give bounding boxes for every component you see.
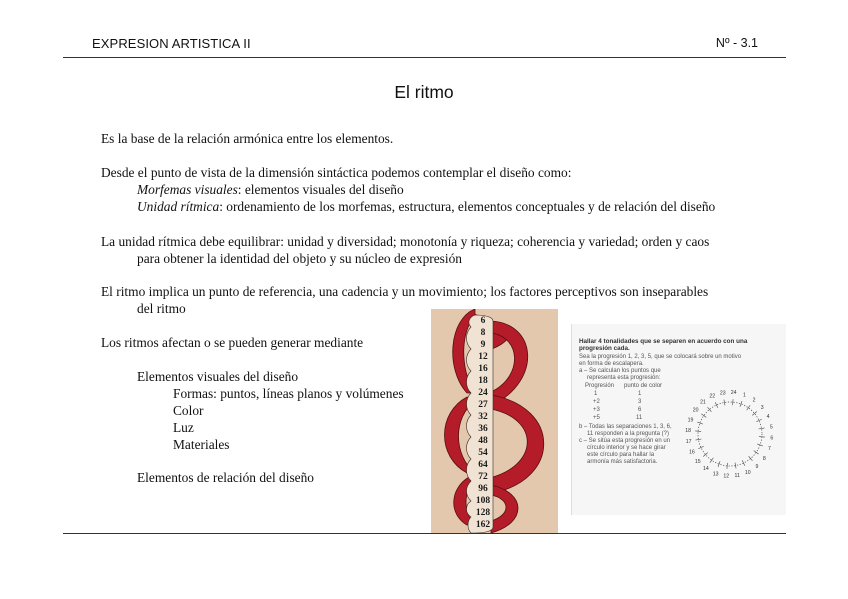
paragraph-base: Es la base de la relación armónica entre los elementos. [101, 131, 394, 146]
circle-tick [754, 451, 759, 454]
circle-number: 3 [760, 404, 764, 411]
rhythm-number: 162 [475, 520, 491, 530]
circle-number: 14 [702, 466, 709, 473]
circle-tick [759, 437, 765, 438]
circle-number: 19 [687, 417, 694, 424]
table-cell: +5 [593, 415, 600, 421]
unidad-term: Unidad rítmica [137, 199, 220, 214]
figure-note: este círculo para hallar la [587, 452, 655, 458]
circle-number: 13 [712, 471, 719, 478]
figure-note: armonía más satisfactoria. [587, 459, 658, 465]
course-title: EXPRESION ARTISTICA II [92, 36, 251, 51]
rhythm-number: 128 [475, 508, 491, 518]
page-number: Nº - 3.1 [715, 36, 758, 50]
rhythm-number: 32 [478, 412, 488, 422]
table-cell: 3 [638, 399, 642, 405]
list-heading-relation: Elementos de relación del diseño [137, 470, 314, 485]
rhythm-figure [431, 309, 558, 534]
unidad-line [137, 198, 715, 215]
circle-tick [747, 405, 750, 410]
table-cell: +2 [593, 399, 600, 405]
header-divider [63, 57, 786, 58]
list-item: Formas: puntos, líneas planos y volúmenes [173, 386, 404, 401]
page-title: El ritmo [394, 82, 454, 102]
figure-line: representa esta progresión: [587, 375, 661, 381]
paragraph-syntactic: Desde el punto de vista de la dimensión sintáctica podemos contemplar el diseño como: [101, 165, 572, 180]
table-header: Progresión [585, 383, 615, 389]
circle-number: 11 [734, 473, 740, 480]
circle-number: 8 [762, 455, 766, 462]
circle-tick [701, 414, 706, 417]
figure-heading: progresión cada. [579, 345, 630, 352]
circle-tick [733, 399, 734, 405]
rhythm-number: 18 [478, 376, 488, 386]
rhythm-number: 108 [475, 496, 491, 506]
figure-note: c – Se sitúa esta progresión en un [579, 438, 671, 444]
circle-number: 20 [692, 407, 699, 414]
circle-tick [710, 458, 713, 463]
table-cell: 1 [638, 391, 642, 397]
circle-number: 15 [694, 458, 701, 465]
paragraph-rhythms: Los ritmos afectan o se pueden generar mediante [101, 335, 364, 350]
paragraph-reference-1: El ritmo implica un punto de referencia, una cadencia y un movimiento; los factores perceptivos son inseparables [101, 284, 709, 299]
circle-number: 7 [768, 446, 771, 453]
table-header: punto de color [624, 383, 663, 389]
circle-number: 16 [689, 449, 695, 456]
circle-tick [752, 412, 757, 416]
circle-number: 5 [769, 424, 773, 431]
circle-number: 2 [752, 397, 756, 404]
figure-line: Sea la progresión 1, 2, 3, 5, que se colocará sobre un motivo [579, 354, 742, 360]
circle-number: 22 [709, 393, 716, 400]
circle-number: 24 [730, 389, 737, 396]
morfemas-line [137, 181, 404, 198]
rhythm-number: 27 [478, 400, 488, 410]
figure-heading: Hallar 4 tonalidades que se separen en acuerdo con una [579, 338, 748, 345]
rhythm-number: 12 [478, 352, 488, 362]
list-item: Color [173, 403, 204, 418]
tonal-circle-ring [698, 399, 762, 466]
circle-number: 10 [744, 469, 751, 476]
rhythm-number: 6 [480, 316, 486, 326]
rhythm-figure-svg [431, 309, 558, 534]
unidad-text: : ordenamiento de los morfemas, estructura, elementos conceptuales y de relación del diseño [219, 199, 716, 214]
list-heading-visual: Elementos visuales del diseño [137, 369, 299, 384]
rhythm-number: 64 [478, 460, 488, 470]
circle-tick [724, 400, 725, 406]
rhythm-number: 9 [480, 340, 486, 350]
rhythm-number: 36 [478, 424, 488, 434]
circle-tick [696, 439, 702, 440]
morfemas-text: : elementos visuales del diseño [237, 182, 404, 197]
tonal-circle [680, 384, 780, 484]
rhythm-number: 48 [478, 436, 488, 446]
rhythm-number: 8 [480, 328, 486, 338]
circle-number: 17 [685, 439, 692, 446]
morfemas-term: Morfemas visuales [137, 182, 238, 197]
rhythm-number: 96 [478, 484, 488, 494]
table-cell: 11 [636, 415, 643, 421]
list-item: Luz [173, 420, 194, 435]
table-cell: +3 [593, 407, 600, 413]
circle-number: 23 [719, 390, 726, 397]
table-cell: 6 [638, 407, 642, 413]
figure-note: b – Todas las separaciones 1, 3, 6, [579, 424, 672, 430]
circle-number: 6 [770, 435, 774, 442]
paragraph-balance-2: para obtener la identidad del objeto y su núcleo de expresión [137, 251, 462, 266]
rhythm-number: 24 [478, 388, 488, 398]
figure-line: a – Se calculan los puntos que [579, 368, 661, 374]
circle-number: 21 [700, 399, 706, 406]
footer-divider [63, 533, 786, 534]
paragraph-reference-2: del ritmo [137, 301, 186, 316]
circle-tick [759, 428, 765, 429]
circle-number: 12 [723, 473, 730, 480]
list-item: Materiales [173, 437, 230, 452]
paragraph-balance-1: La unidad rítmica debe equilibrar: unidad y diversidad; monotonía y riqueza; coherencia y variedad; orden y caos [101, 234, 710, 249]
rhythm-number: 54 [478, 448, 488, 458]
table-cell: 1 [594, 391, 598, 397]
figure-line: en forma de escalapera. [579, 361, 644, 367]
figure-note: círculo interior y se hace girar [587, 445, 666, 451]
rhythm-number: 72 [478, 472, 488, 482]
tonal-progression-figure [571, 324, 786, 515]
rhythm-number: 16 [478, 364, 488, 374]
circle-tick [695, 431, 701, 432]
circle-tick [727, 463, 728, 469]
circle-number: 9 [755, 463, 759, 470]
circle-number: 18 [685, 428, 692, 435]
figure-note: 11 responden a la pregunta (?) [587, 431, 669, 437]
circle-number: 1 [742, 392, 746, 399]
circle-number: 4 [766, 414, 770, 421]
